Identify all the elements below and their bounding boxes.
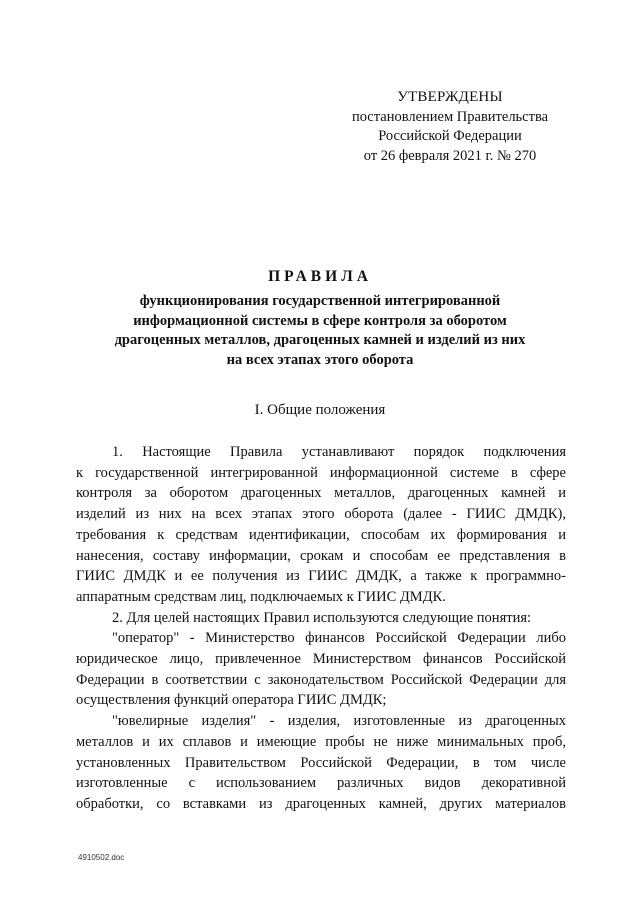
paragraph-2 <box>76 608 566 629</box>
body-text <box>76 442 566 815</box>
document-title: ПРАВИЛА <box>268 268 372 285</box>
approval-line-3: от 26 февраля 2021 г. № 270 <box>363 147 537 164</box>
approval-line-1: постановлением Правительства <box>351 108 549 125</box>
text-line: нанесения, составу информации, срокам и способам ее представления в <box>76 547 566 564</box>
approval-heading: УТВЕРЖДЕНЫ <box>397 89 503 105</box>
text-line: ГИИС ДМДК и ее получения из ГИИС ДМДК, а также к программно- <box>76 568 566 585</box>
text-line: "оператор" - Министерство финансов Российской Федерации либо <box>112 630 566 647</box>
text-line: 2. Для целей настоящих Правил используются следующие понятия: <box>112 609 532 626</box>
text-line: изделий из них на всех этапах этого оборота (далее - ГИИС ДМДК), <box>76 506 566 523</box>
section-heading: I. Общие положения <box>254 402 386 418</box>
text-line: аппаратным средствам лиц, подключаемых к ГИИС ДМДК. <box>76 588 446 605</box>
subtitle-line-4: на всех этапах этого оборота <box>226 351 414 368</box>
text-line: осуществления функций оператора ГИИС ДМДК; <box>76 692 387 709</box>
text-line: металлов и их сплавов и имеющие пробы не ниже минимальных проб, <box>76 733 566 750</box>
document-subtitle <box>90 292 550 370</box>
paragraph-4 <box>76 711 566 815</box>
text-line: требования к средствам идентификации, способам их формирования и <box>76 526 566 543</box>
text-line: изготовленные с использованием различных видов декоративной <box>76 775 566 792</box>
subtitle-line-2: информационной системы в сфере контроля за оборотом <box>133 312 507 329</box>
file-name-footer: 4910502.doc <box>78 853 125 862</box>
text-line: обработки, со вставками из драгоценных камней, других материалов <box>76 795 566 812</box>
text-line: контроля за оборотом драгоценных металлов, драгоценных камней и <box>76 485 566 502</box>
subtitle-line-3: драгоценных металлов, драгоценных камней и изделий из них <box>114 332 526 348</box>
text-line: 1. Настоящие Правила устанавливают порядок подключения <box>112 444 566 460</box>
approval-stamp <box>340 88 560 166</box>
text-line: установленных Правительством Российской Федерации, в том числе <box>76 754 566 771</box>
approval-line-2: Российской Федерации <box>378 128 522 144</box>
text-line: "ювелирные изделия" - изделия, изготовленные из драгоценных <box>112 713 566 730</box>
text-line: Федерации в соответствии с законодательством Российской Федерации для <box>76 671 566 688</box>
subtitle-line-1: функционирования государственной интегрированной <box>139 293 501 309</box>
paragraph-3 <box>76 628 566 711</box>
paragraph-1 <box>76 442 566 608</box>
text-line: к государственной интегрированной информационной системе в сфере <box>76 464 566 481</box>
text-line: юридическое лицо, привлеченное Министерством финансов Российской <box>76 651 566 668</box>
